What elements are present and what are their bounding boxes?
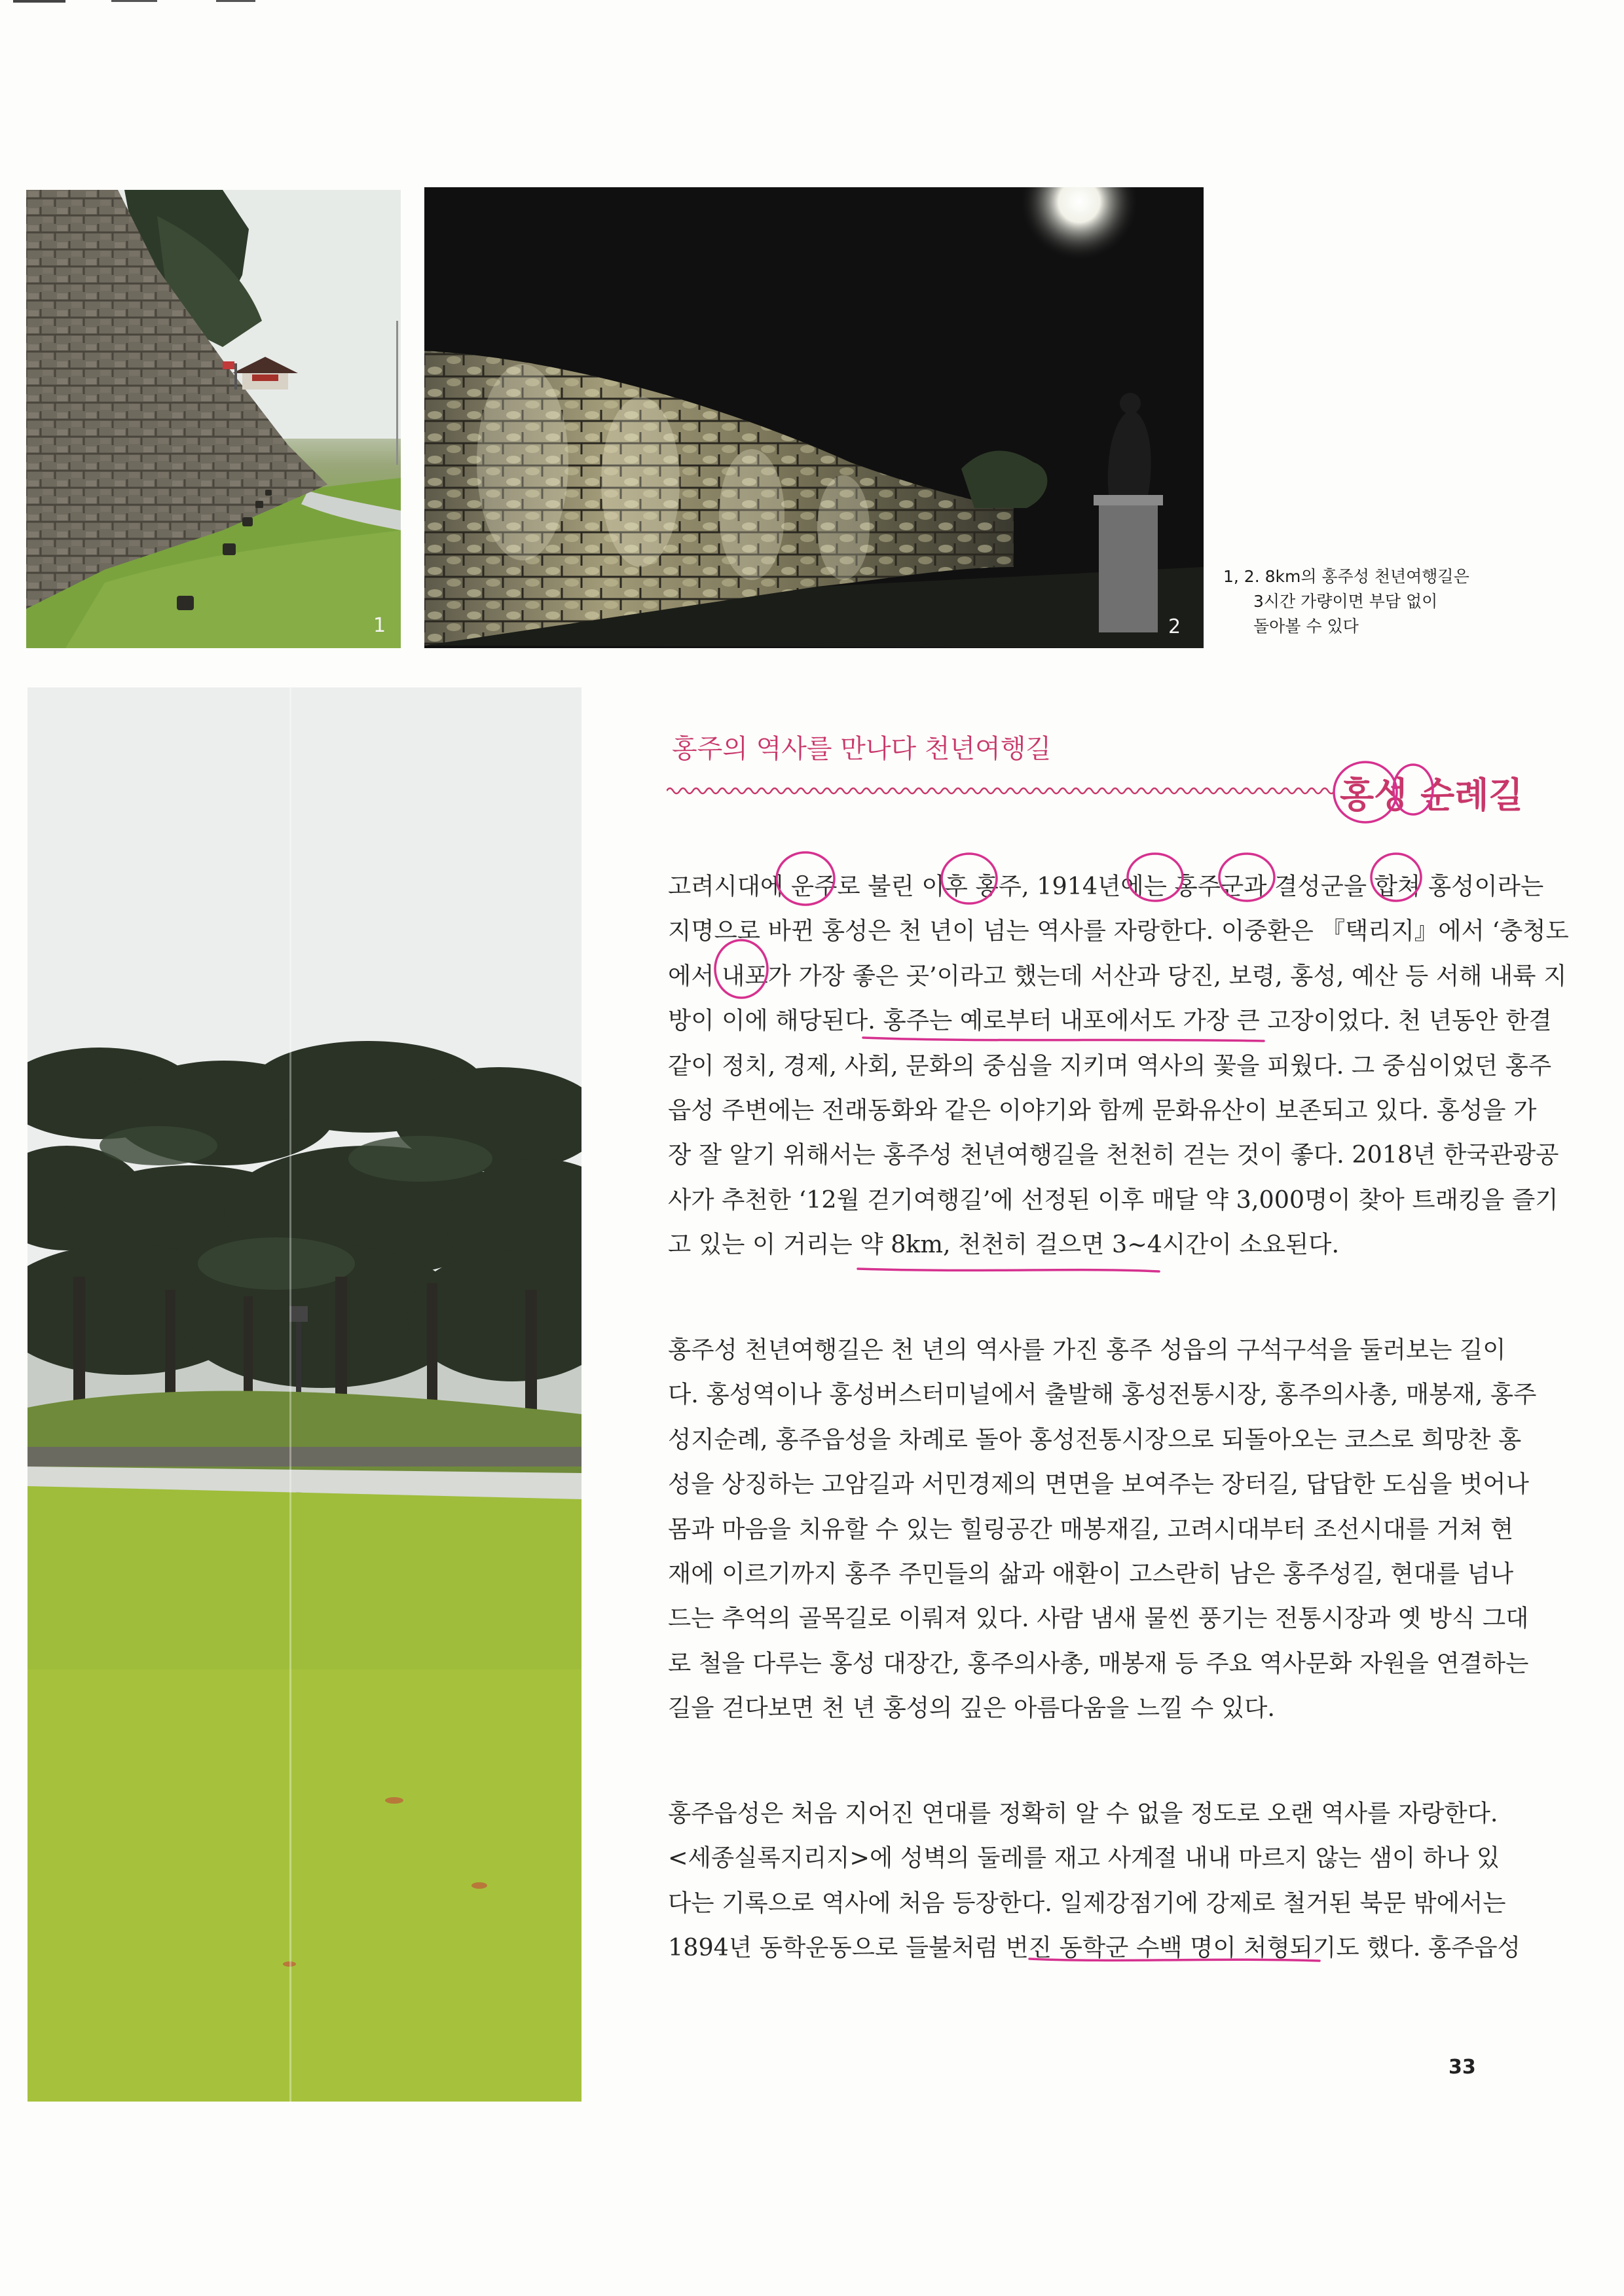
text-line: 드는 추억의 골목길로 이뤄져 있다. 사람 냄새 물씬 풍기는 전통시장과 옛 방식 그대 <box>668 1604 1529 1633</box>
page-number: 33 <box>1449 2056 1476 2079</box>
photo-number: 1 <box>373 614 386 637</box>
text-line: 몸과 마음을 치유할 수 있는 힐링공간 매봉재길, 고려시대부터 조선시대를 거쳐 현 <box>668 1514 1514 1543</box>
caption-line: 돌아볼 수 있다 <box>1253 617 1359 636</box>
text-line: 성지순례, 홍주읍성을 차례로 돌아 홍성전통시장으로 되돌아오는 코스로 희망찬 홍 <box>668 1425 1522 1453</box>
caption-line: 3시간 가량이면 부담 없이 <box>1253 592 1438 611</box>
photo-castle-wall-day <box>26 190 401 648</box>
text-line: 같이 정치, 경제, 사회, 문화의 중심을 지키며 역사의 꽃을 피웠다. 그 중심이었던 홍주 <box>668 1051 1552 1080</box>
text-underline-mark <box>858 1269 1159 1271</box>
text-line: 고려시대에 운주로 불린 이후 홍주, 1914년에는 홍주군과 결성군을 합쳐 홍성이라는 <box>668 872 1544 900</box>
text-line: 다는 기록으로 역사에 처음 등장한다. 일제강점기에 강제로 철거된 북문 밖에서는 <box>668 1888 1506 1917</box>
text-line: 성을 상징하는 고암길과 서민경제의 면면을 보여주는 장터길, 답답한 도심을 벗어나 <box>668 1470 1529 1499</box>
photo-number: 2 <box>1168 615 1181 638</box>
photo-pine-grove <box>28 687 581 2102</box>
text-line: 고 있는 이 거리는 약 8km, 천천히 걸으면 3~4시간이 소요된다. <box>668 1230 1340 1259</box>
decorative-wave-divider <box>667 783 1335 799</box>
text-line: 장 잘 알기 위해서는 홍주성 천년여행길을 천천히 걷는 것이 좋다. 2018년 한국관광공 <box>668 1140 1559 1169</box>
text-line: 1894년 동학운동으로 들불처럼 번진 동학군 수백 명이 처형되기도 했다. 홍주읍성 <box>668 1933 1521 1962</box>
photo-caption <box>1223 564 1498 639</box>
text-line: 지명으로 바뀐 홍성은 천 년이 넘는 역사를 자랑한다. 이중환은 『택리지』에서 ‘충청도 <box>668 917 1569 945</box>
body-paragraph-2 <box>668 1328 1537 1731</box>
text-line: 홍주읍성은 처음 지어진 연대를 정확히 알 수 없을 정도로 오랜 역사를 자랑한다. <box>668 1799 1498 1827</box>
text-line: 방이 이에 해당된다. 홍주는 예로부터 내포에서도 가장 큰 고장이었다. 천 년동안 한결 <box>668 1006 1552 1035</box>
section-subtitle: 홍주의 역사를 만나다 천년여행길 <box>672 734 1052 764</box>
text-line: 다. 홍성역이나 홍성버스터미널에서 출발해 홍성전통시장, 홍주의사총, 매봉재, 홍주 <box>668 1380 1537 1409</box>
body-paragraph-1 <box>668 864 1569 1267</box>
text-line: 길을 걷다보면 천 년 홍성의 깊은 아름다움을 느낄 수 있다. <box>668 1694 1275 1722</box>
text-line: 읍성 주변에는 전래동화와 같은 이야기와 함께 문화유산이 보존되고 있다. 홍성을 가 <box>668 1095 1537 1124</box>
section-title: 홍성 순례길 <box>1340 774 1523 816</box>
text-line: <세종실록지리지>에 성벽의 둘레를 재고 사계절 내내 마르지 않는 샘이 하나 있 <box>668 1844 1500 1872</box>
text-line: 로 철을 다루는 홍성 대장간, 홍주의사총, 매봉재 등 주요 역사문화 자원을 연결하는 <box>668 1649 1529 1677</box>
body-paragraph-3 <box>668 1791 1521 1971</box>
castle-wall-day-photo-icon <box>26 190 401 648</box>
text-line: 에서 내포가 가장 좋은 곳’이라고 했는데 서산과 당진, 보령, 홍성, 예산 등 서해 내륙 지 <box>668 961 1567 990</box>
text-line: 재에 이르기까지 홍주 주민들의 삶과 애환이 고스란히 남은 홍주성길, 현대를 넘나 <box>668 1559 1514 1588</box>
text-line: 사가 추천한 ‘12월 걷기여행길’에 선정된 이후 매달 약 3,000명이 찾아 트래킹을 즐기 <box>668 1185 1559 1214</box>
caption-line: 1, 2. 8km의 홍주성 천년여행길은 <box>1223 567 1469 586</box>
pine-grove-lawn-photo-icon <box>28 687 581 2102</box>
text-line: 홍주성 천년여행길은 천 년의 역사를 가진 홍주 성읍의 구석구석을 둘러보는 길이 <box>668 1336 1506 1364</box>
castle-wall-night-photo-icon <box>424 187 1204 648</box>
scan-marks <box>0 0 314 8</box>
photo-castle-wall-night <box>424 187 1204 648</box>
